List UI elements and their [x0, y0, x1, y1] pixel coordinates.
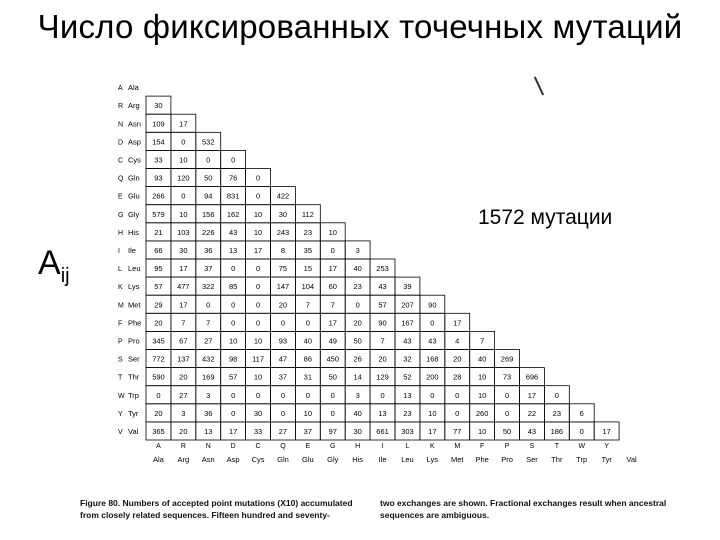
matrix-value: 7: [305, 300, 310, 310]
matrix-value: 10: [253, 336, 263, 346]
matrix-value: 0: [305, 390, 310, 400]
column-label: His: [352, 455, 364, 464]
column-code: Y: [604, 443, 609, 450]
row-label: Leu: [128, 264, 141, 274]
matrix-value: 303: [401, 426, 414, 436]
matrix-value: 33: [253, 426, 263, 436]
matrix-value: 30: [278, 209, 288, 219]
matrix-value: 7: [181, 318, 186, 328]
matrix-value: 831: [226, 191, 240, 201]
matrix-value: 186: [550, 426, 564, 436]
matrix-value: 93: [154, 173, 163, 183]
column-label: Pro: [501, 455, 513, 464]
column-code: C: [255, 443, 261, 450]
matrix-value: 40: [353, 264, 362, 274]
matrix-value: 85: [228, 282, 238, 292]
matrix-value: 37: [204, 264, 213, 274]
row-label: Cys: [128, 155, 141, 165]
matrix-value: 226: [201, 227, 215, 237]
matrix-value: 10: [228, 336, 238, 346]
matrix-value: 73: [502, 372, 512, 382]
matrix-value: 90: [428, 300, 437, 310]
matrix-value: 20: [353, 318, 362, 328]
row-label: Lys: [128, 282, 140, 292]
matrix-value: 14: [353, 372, 362, 382]
column-code: I: [381, 443, 384, 450]
matrix-value: 30: [154, 101, 163, 111]
matrix-value: 3: [181, 408, 186, 418]
row-label: His: [128, 227, 139, 237]
matrix-value: 0: [330, 245, 335, 255]
matrix-value: 66: [154, 245, 163, 255]
matrix-value: 156: [201, 209, 215, 219]
row-code: R: [118, 103, 124, 111]
row-code: S: [118, 356, 123, 364]
matrix-value: 76: [228, 173, 238, 183]
matrix-value: 20: [453, 354, 462, 364]
row-label: Gln: [128, 173, 140, 183]
figure-caption-left: Figure 80. Numbers of accepted point mutations (X10) accumulated from closely related sequences. Fifteen hundred and seventy-: [80, 498, 353, 520]
matrix-value: 7: [330, 300, 335, 310]
column-code: K: [430, 443, 435, 450]
row-label: Gly: [128, 209, 140, 219]
matrix-value: 90: [378, 318, 387, 328]
matrix-value: 0: [231, 300, 236, 310]
column-label: Trp: [576, 455, 588, 464]
column-label: Arg: [177, 455, 190, 464]
column-label: Val: [626, 455, 637, 464]
matrix-value: 13: [204, 426, 213, 436]
matrix-value: 67: [179, 336, 188, 346]
matrix-value: 20: [154, 408, 163, 418]
matrix-value: 3: [355, 390, 360, 400]
matrix-value: 47: [278, 354, 288, 364]
row-label: Phe: [128, 318, 142, 328]
column-label: Lys: [426, 455, 439, 464]
matrix-value: 432: [201, 354, 215, 364]
matrix-value: 0: [231, 318, 236, 328]
matrix-value: 0: [430, 318, 435, 328]
matrix-value: 23: [552, 408, 562, 418]
matrix-value: 17: [328, 318, 337, 328]
column-label: Leu: [401, 455, 414, 464]
row-code: N: [118, 121, 124, 129]
matrix-value: 50: [353, 336, 362, 346]
column-code: G: [330, 443, 336, 450]
matrix-value: 31: [303, 372, 313, 382]
matrix-value: 57: [154, 282, 163, 292]
column-label: Gly: [327, 455, 339, 464]
matrix-value: 450: [326, 354, 340, 364]
matrix-value: 0: [181, 191, 186, 201]
matrix-value: 20: [179, 426, 188, 436]
matrix-value: 17: [253, 245, 263, 255]
matrix-value: 103: [177, 227, 190, 237]
matrix-value: 32: [403, 354, 412, 364]
matrix-value: 17: [602, 426, 611, 436]
matrix-value: 0: [380, 390, 385, 400]
matrix-value: 7: [206, 318, 211, 328]
matrix-value: 167: [401, 318, 414, 328]
matrix-value: 94: [204, 191, 213, 201]
matrix-value: 0: [455, 408, 460, 418]
row-label: Val: [128, 426, 139, 436]
row-code: K: [118, 284, 123, 292]
matrix-value: 43: [378, 282, 387, 292]
matrix-value: 0: [330, 408, 335, 418]
row-label: Tyr: [128, 408, 139, 418]
matrix-value: 40: [303, 336, 313, 346]
matrix-value: 4: [455, 336, 460, 346]
matrix-value: 0: [579, 426, 584, 436]
matrix-value: 22: [527, 408, 537, 418]
matrix-value: 8: [280, 245, 286, 255]
matrix-value: 0: [231, 264, 236, 274]
column-code: W: [578, 443, 586, 450]
column-label: Phe: [475, 455, 489, 464]
matrix-value: 422: [276, 191, 290, 201]
row-code: Q: [118, 175, 124, 183]
matrix-value: 253: [376, 264, 389, 274]
column-code: M: [454, 443, 461, 450]
matrix-value: 112: [301, 209, 314, 219]
row-label: Ala: [128, 83, 139, 93]
matrix-value: 10: [428, 408, 437, 418]
matrix-value: 86: [303, 354, 313, 364]
column-code: T: [554, 443, 559, 450]
matrix-value: 0: [554, 390, 559, 400]
matrix-value: 30: [253, 408, 263, 418]
matrix-value: 147: [276, 282, 290, 292]
matrix-value: 52: [403, 372, 412, 382]
column-label: Ile: [378, 455, 387, 464]
matrix-value: 0: [280, 318, 286, 328]
matrix-value: 43: [527, 426, 537, 436]
matrix-value: 36: [204, 245, 213, 255]
matrix-value: 43: [403, 336, 412, 346]
row-label: Asp: [128, 137, 141, 147]
column-label: Asn: [201, 455, 215, 464]
column-code: Q: [280, 443, 286, 450]
matrix-value: 30: [353, 426, 362, 436]
matrix-value: 27: [179, 390, 188, 400]
matrix-value: 10: [253, 372, 263, 382]
matrix-value: 17: [179, 264, 188, 274]
matrix-value: 10: [253, 227, 263, 237]
matrix-value: 7: [380, 336, 385, 346]
matrix-value: 10: [253, 209, 263, 219]
slide-title: Число фиксированных точечных мутаций: [37, 8, 683, 45]
matrix-value: 37: [303, 426, 313, 436]
column-label: Ala: [153, 455, 164, 464]
aij-base: A: [38, 244, 61, 282]
matrix-value: 0: [255, 390, 261, 400]
matrix-value: 10: [477, 426, 487, 436]
column-code: A: [156, 443, 161, 450]
matrix-value: 345: [152, 336, 165, 346]
matrix-value: 0: [255, 318, 261, 328]
matrix-value: 532: [201, 137, 215, 147]
column-code: S: [529, 443, 535, 450]
column-code: F: [480, 443, 485, 450]
row-label: Glu: [128, 191, 140, 201]
matrix-value: 0: [430, 390, 435, 400]
mutation-count-note: 1572 мутации: [478, 206, 613, 229]
matrix-value: 17: [527, 390, 537, 400]
row-label: Trp: [128, 390, 139, 400]
matrix-value: 43: [428, 336, 437, 346]
matrix-value: 0: [156, 390, 161, 400]
column-label: Thr: [551, 455, 563, 464]
matrix-value: 20: [179, 372, 188, 382]
matrix-value: 6: [579, 408, 584, 418]
matrix-value: 37: [278, 372, 288, 382]
matrix-value: 13: [228, 245, 238, 255]
matrix-value: 137: [177, 354, 190, 364]
row-code: V: [118, 428, 123, 436]
matrix-value: 39: [403, 282, 412, 292]
matrix-value: 129: [376, 372, 389, 382]
row-label: Ser: [128, 354, 140, 364]
matrix-value: 0: [305, 318, 310, 328]
row-code: I: [118, 247, 120, 255]
matrix-value: 260: [475, 408, 489, 418]
column-code: D: [230, 443, 236, 450]
column-label: Ser: [526, 455, 538, 464]
matrix-value: 0: [280, 408, 286, 418]
matrix-value: 10: [477, 372, 487, 382]
matrix-value: 50: [502, 426, 512, 436]
row-code: W: [118, 392, 125, 400]
matrix-value: 120: [177, 173, 190, 183]
matrix-value: 322: [201, 282, 215, 292]
row-code: T: [118, 374, 123, 382]
matrix-value: 579: [152, 209, 165, 219]
column-label: Glu: [302, 455, 314, 464]
matrix-value: 10: [179, 209, 188, 219]
matrix-value: 0: [231, 155, 236, 165]
matrix-value: 0: [504, 408, 510, 418]
matrix-value: 40: [477, 354, 487, 364]
aij-subscript: ij: [60, 265, 70, 287]
matrix-value: 57: [378, 300, 387, 310]
matrix-value: 33: [154, 155, 163, 165]
row-code: D: [118, 139, 124, 147]
matrix-value: 117: [252, 354, 265, 364]
row-label: Pro: [128, 336, 140, 346]
row-label: Thr: [128, 372, 140, 382]
matrix-value: 207: [401, 300, 414, 310]
matrix-value: 477: [177, 282, 190, 292]
matrix-value: 23: [303, 227, 313, 237]
matrix-value: 17: [428, 426, 437, 436]
row-label: Asn: [128, 119, 141, 129]
matrix-value: 10: [179, 155, 188, 165]
matrix-value: 13: [378, 408, 387, 418]
column-label: Met: [450, 455, 464, 464]
matrix-value: 0: [231, 408, 236, 418]
matrix-value: 10: [477, 390, 487, 400]
column-code: P: [504, 443, 510, 450]
matrix-value: 27: [204, 336, 213, 346]
column-label: Tyr: [601, 455, 612, 464]
row-code: F: [118, 320, 123, 328]
matrix-value: 23: [403, 408, 412, 418]
row-code: L: [118, 266, 122, 274]
matrix-value: 0: [255, 173, 261, 183]
matrix-value: 57: [228, 372, 238, 382]
matrix-value: 17: [453, 318, 462, 328]
matrix-value: 13: [403, 390, 412, 400]
matrix-value: 77: [453, 426, 462, 436]
matrix-value: 21: [154, 227, 163, 237]
matrix-value: 3: [206, 390, 211, 400]
matrix-value: 35: [303, 245, 313, 255]
row-code: H: [118, 229, 124, 237]
matrix-value: 40: [353, 408, 362, 418]
matrix-value: 17: [228, 426, 238, 436]
matrix-value: 266: [152, 191, 165, 201]
column-code: H: [355, 443, 361, 450]
matrix-value: 243: [276, 227, 290, 237]
matrix-value: 0: [504, 390, 510, 400]
matrix-value: 154: [152, 137, 165, 147]
column-label: Asp: [226, 455, 240, 464]
matrix-value: 29: [154, 300, 163, 310]
figure-caption-right: two exchanges are shown. Fractional exchanges result when ancestral sequences are ambiguous.: [380, 498, 667, 520]
matrix-value: 269: [500, 354, 514, 364]
matrix-value: 365: [152, 426, 165, 436]
matrix-value: 696: [525, 372, 539, 382]
row-code: E: [118, 193, 123, 201]
matrix-value: 0: [181, 137, 186, 147]
matrix-value: 0: [255, 300, 261, 310]
matrix-value: 3: [355, 245, 360, 255]
matrix-value: 169: [201, 372, 215, 382]
matrix-value: 0: [255, 191, 261, 201]
matrix-value: 97: [328, 426, 337, 436]
matrix-value: 10: [328, 227, 337, 237]
matrix-value: 50: [204, 173, 213, 183]
row-code: P: [118, 338, 123, 346]
row-label: Met: [128, 300, 141, 310]
matrix-value: 0: [455, 390, 460, 400]
matrix-value: 17: [179, 119, 188, 129]
column-code: N: [205, 443, 211, 450]
column-label: Gln: [277, 455, 289, 464]
matrix-value: 0: [330, 390, 335, 400]
matrix-value: 7: [480, 336, 485, 346]
matrix-value: 0: [255, 264, 261, 274]
column-code: E: [305, 443, 311, 450]
matrix-value: 0: [280, 390, 286, 400]
row-code: M: [118, 302, 124, 310]
matrix-value: 168: [426, 354, 439, 364]
matrix-value: 75: [278, 264, 288, 274]
matrix-value: 162: [226, 209, 240, 219]
matrix-value: 772: [152, 354, 165, 364]
matrix-value: 20: [378, 354, 387, 364]
matrix-value: 0: [206, 300, 211, 310]
matrix-value: 26: [353, 354, 362, 364]
matrix-value: 0: [355, 300, 360, 310]
row-code: C: [118, 157, 124, 165]
column-label: Cys: [251, 455, 265, 464]
matrix-value: 95: [154, 264, 163, 274]
matrix-value: 23: [353, 282, 362, 292]
matrix-value: 36: [204, 408, 213, 418]
matrix-value: 104: [301, 282, 315, 292]
row-code: A: [118, 85, 123, 93]
row-label: Arg: [128, 101, 140, 111]
matrix-value: 17: [179, 300, 188, 310]
matrix-value: 109: [152, 119, 165, 129]
matrix-value: 30: [179, 245, 188, 255]
row-code: Y: [118, 410, 123, 418]
column-code: R: [180, 443, 186, 450]
matrix-value: 20: [154, 318, 163, 328]
matrix-value: 49: [328, 336, 337, 346]
matrix-value: 27: [278, 426, 288, 436]
matrix-value: 0: [206, 155, 211, 165]
matrix-value: 17: [328, 264, 337, 274]
matrix-value: 200: [426, 372, 439, 382]
matrix-value: 590: [152, 372, 165, 382]
matrix-value: 0: [231, 390, 236, 400]
row-label: Ile: [128, 245, 136, 255]
matrix-value: 10: [303, 408, 313, 418]
matrix-value: 661: [376, 426, 389, 436]
matrix-value: 43: [228, 227, 238, 237]
matrix-value: 93: [278, 336, 288, 346]
matrix-value: 50: [328, 372, 337, 382]
matrix-value: 20: [278, 300, 288, 310]
matrix-value: 15: [303, 264, 313, 274]
matrix-value: 0: [255, 282, 261, 292]
matrix-value: 98: [228, 354, 238, 364]
matrix-value: 60: [328, 282, 337, 292]
row-code: G: [118, 211, 124, 219]
matrix-value: 28: [453, 372, 462, 382]
column-code: L: [405, 443, 410, 450]
